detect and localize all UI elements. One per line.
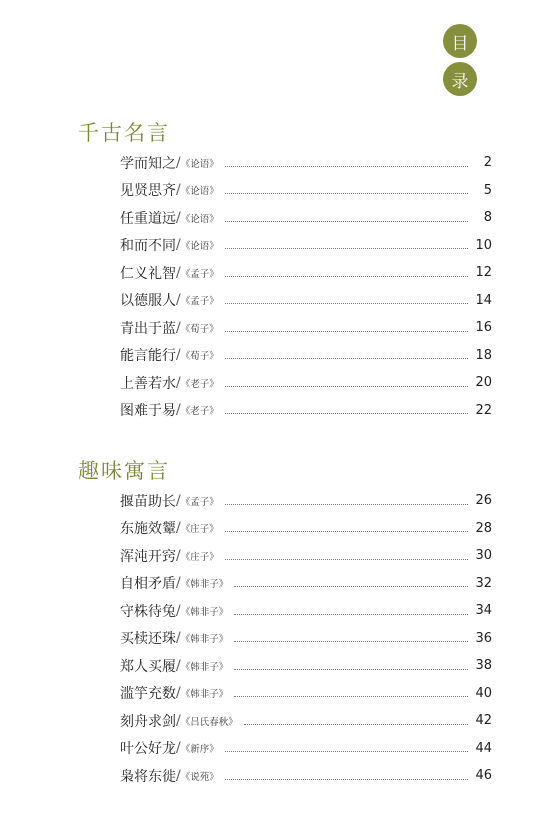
entry-separator: / <box>176 630 181 647</box>
toc-entry[interactable] <box>120 232 492 260</box>
entry-separator: / <box>176 657 181 674</box>
entry-source: 《论语》 <box>180 213 219 225</box>
entry-separator: / <box>176 492 181 509</box>
toc-entry[interactable] <box>120 204 492 232</box>
entry-separator: / <box>176 264 181 281</box>
entry-separator: / <box>176 740 181 757</box>
toc-entry[interactable] <box>120 597 492 625</box>
entry-page-number: 42 <box>475 713 492 729</box>
dot-leader <box>225 302 468 304</box>
dot-leader <box>225 750 468 752</box>
entry-page-number: 16 <box>475 320 492 336</box>
section-title: 趣味寓言 <box>78 459 170 483</box>
dot-leader <box>225 165 468 167</box>
dot-leader <box>225 503 468 505</box>
entry-page-number: 2 <box>483 155 492 171</box>
dot-leader <box>234 695 468 697</box>
toc-entry[interactable] <box>120 570 492 598</box>
entry-page-number: 5 <box>483 182 492 198</box>
toc-entry[interactable] <box>120 487 492 515</box>
entry-page-number: 46 <box>475 768 492 784</box>
toc-entry[interactable] <box>120 707 492 735</box>
entry-page-number: 34 <box>475 603 492 619</box>
entry-page-number: 10 <box>475 237 492 253</box>
entry-page-number: 40 <box>475 685 492 701</box>
entry-source: 《说苑》 <box>180 771 219 783</box>
entry-separator: / <box>176 402 181 419</box>
toc-entry[interactable] <box>120 397 492 425</box>
entry-page-number: 32 <box>475 575 492 591</box>
entry-separator: / <box>176 767 181 784</box>
entry-title: 叶公好龙 <box>120 741 176 758</box>
entry-source: 《韩非子》 <box>180 689 229 701</box>
entry-page-number: 22 <box>475 402 492 418</box>
dot-leader <box>225 412 468 414</box>
entry-source: 《荀子》 <box>180 323 219 335</box>
dot-leader <box>225 530 468 532</box>
dot-leader <box>234 640 468 642</box>
dot-leader <box>225 558 468 560</box>
entry-separator: / <box>176 575 181 592</box>
toc-entry[interactable] <box>120 625 492 653</box>
entry-title: 滥竽充数 <box>120 686 176 703</box>
toc-entry[interactable] <box>120 259 492 287</box>
entry-separator: / <box>176 347 181 364</box>
toc-list <box>120 149 492 424</box>
entry-separator: / <box>176 602 181 619</box>
toc-entry[interactable] <box>120 652 492 680</box>
entry-title: 能言能行 <box>120 348 176 365</box>
entry-separator: / <box>176 154 181 171</box>
dot-leader <box>225 385 468 387</box>
entry-source: 《孟子》 <box>180 496 219 508</box>
dot-leader <box>234 668 468 670</box>
entry-source: 《韩非子》 <box>180 634 229 646</box>
toc-entry[interactable] <box>120 314 492 342</box>
entry-source: 《论语》 <box>180 158 219 170</box>
entry-source: 《韩非子》 <box>180 606 229 618</box>
dot-leader <box>225 275 468 277</box>
entry-source: 《韩非子》 <box>180 579 229 591</box>
section-title: 千古名言 <box>78 121 170 145</box>
entry-title: 揠苗助长 <box>120 493 176 510</box>
dot-leader <box>225 330 468 332</box>
toc-entry[interactable] <box>120 369 492 397</box>
toc-entry[interactable] <box>120 149 492 177</box>
toc-entry[interactable] <box>120 762 492 790</box>
entry-source: 《庄子》 <box>180 551 219 563</box>
toc-badge-char-1: 目 <box>443 24 477 58</box>
entry-source: 《韩非子》 <box>180 661 229 673</box>
dot-leader <box>234 585 468 587</box>
dot-leader <box>225 192 468 194</box>
entry-title: 上善若水 <box>120 375 176 392</box>
toc-entry[interactable] <box>120 342 492 370</box>
entry-page-number: 44 <box>475 740 492 756</box>
entry-source: 《论语》 <box>180 241 219 253</box>
entry-separator: / <box>176 182 181 199</box>
entry-separator: / <box>176 547 181 564</box>
entry-source: 《孟子》 <box>180 296 219 308</box>
entry-page-number: 12 <box>475 265 492 281</box>
entry-title: 以德服人 <box>120 293 176 310</box>
entry-source: 《孟子》 <box>180 268 219 280</box>
entry-source: 《论语》 <box>180 186 219 198</box>
entry-separator: / <box>176 292 181 309</box>
entry-title: 图难于易 <box>120 403 176 420</box>
entry-page-number: 28 <box>475 520 492 536</box>
toc-entry[interactable] <box>120 680 492 708</box>
entry-title: 任重道远 <box>120 210 176 227</box>
toc-entry[interactable] <box>120 735 492 763</box>
entry-separator: / <box>176 374 181 391</box>
entry-title: 刻舟求剑 <box>120 713 176 730</box>
entry-source: 《新序》 <box>180 744 219 756</box>
dot-leader <box>244 723 468 725</box>
toc-badge <box>443 24 477 100</box>
entry-source: 《庄子》 <box>180 524 219 536</box>
toc-entry[interactable] <box>120 542 492 570</box>
entry-title: 浑沌开窍 <box>120 548 176 565</box>
entry-page-number: 36 <box>475 630 492 646</box>
entry-separator: / <box>176 520 181 537</box>
entry-title: 学而知之 <box>120 155 176 172</box>
toc-badge-char-2: 录 <box>443 62 477 96</box>
entry-source: 《吕氏春秋》 <box>180 716 238 728</box>
dot-leader <box>225 247 468 249</box>
toc-entry[interactable] <box>120 177 492 205</box>
entry-title: 见贤思齐 <box>120 183 176 200</box>
dot-leader <box>234 613 468 615</box>
entry-title: 枭将东徙 <box>120 768 176 785</box>
toc-entry[interactable] <box>120 515 492 543</box>
entry-title: 守株待兔 <box>120 603 176 620</box>
entry-page-number: 20 <box>475 375 492 391</box>
dot-leader <box>225 357 468 359</box>
entry-separator: / <box>176 237 181 254</box>
entry-separator: / <box>176 209 181 226</box>
dot-leader <box>225 778 468 780</box>
entry-title: 郑人买履 <box>120 658 176 675</box>
entry-separator: / <box>176 319 181 336</box>
entry-separator: / <box>176 712 181 729</box>
entry-page-number: 14 <box>475 292 492 308</box>
entry-title: 青出于蓝 <box>120 320 176 337</box>
toc-list <box>120 487 492 790</box>
entry-title: 东施效颦 <box>120 521 176 538</box>
entry-title: 和而不同 <box>120 238 176 255</box>
entry-page-number: 30 <box>475 548 492 564</box>
entry-title: 自相矛盾 <box>120 576 176 593</box>
entry-page-number: 18 <box>475 347 492 363</box>
entry-page-number: 8 <box>483 210 492 226</box>
entry-title: 买椟还珠 <box>120 631 176 648</box>
entry-source: 《荀子》 <box>180 351 219 363</box>
dot-leader <box>225 220 468 222</box>
entry-source: 《老子》 <box>180 406 219 418</box>
entry-page-number: 38 <box>475 658 492 674</box>
entry-source: 《老子》 <box>180 378 219 390</box>
entry-title: 仁义礼智 <box>120 265 176 282</box>
toc-entry[interactable] <box>120 287 492 315</box>
entry-separator: / <box>176 685 181 702</box>
entry-page-number: 26 <box>475 493 492 509</box>
